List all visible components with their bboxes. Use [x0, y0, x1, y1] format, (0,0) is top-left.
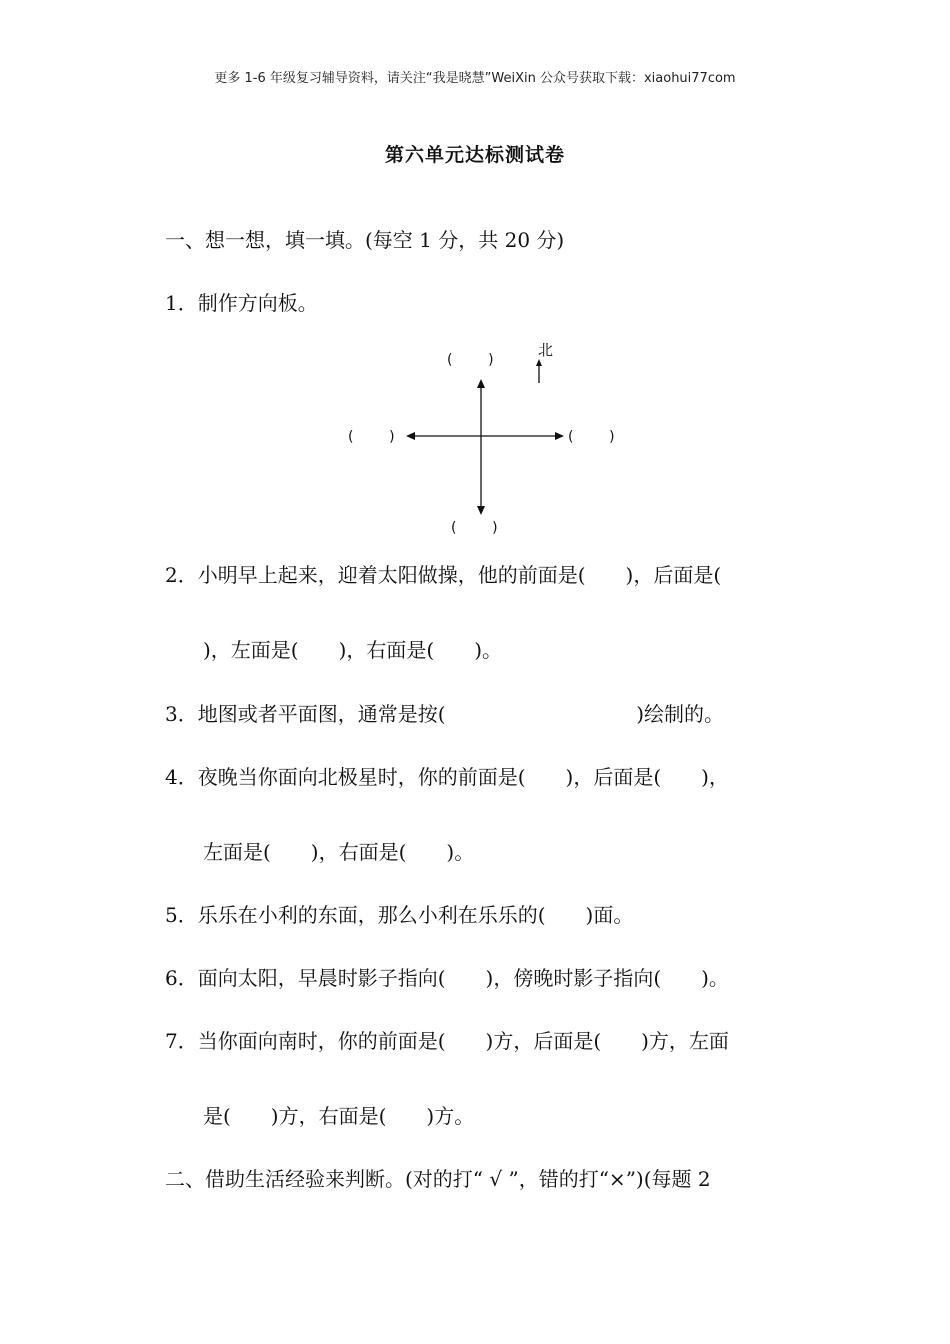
section1-heading: 一、想一想，填一填。(每空 1 分，共 20 分) [165, 228, 565, 252]
left-arrowhead [406, 432, 415, 440]
section2-heading: 二、借助生活经验来判断。(对的打“ √ ”，错的打“×”)(每题 2 [165, 1167, 711, 1191]
header-note: 更多 1-6 年级复习辅导资料，请关注“我是晓慧”WeiXin 公众号获取下载：xiaohui77com [214, 71, 736, 86]
question-7-line-2: 是( )方，右面是( )方。 [203, 1104, 475, 1128]
right-arrowhead [555, 432, 564, 440]
question-7-line-1: 7．当你面向南时，你的前面是( )方，后面是( )方，左面 [165, 1029, 729, 1053]
question-4-line-2: 左面是( )，右面是( )。 [203, 840, 475, 864]
question-2-line-1: 2．小明早上起来，迎着太阳做操，他的前面是( )，后面是( [165, 563, 722, 587]
question-6: 6．面向太阳，早晨时影子指向( )，傍晚时影子指向( )。 [165, 966, 729, 990]
compass-bottom-blank: ( ) [451, 520, 498, 536]
question-3: 3．地图或者平面图，通常是按( )绘制的。 [165, 702, 725, 726]
compass-left-blank: ( ) [348, 429, 395, 445]
compass-right-blank: ( ) [568, 429, 615, 445]
compass-diagram [340, 335, 640, 545]
north-indicator-arrowhead [536, 359, 542, 366]
question-2-line-2: )，左面是( )，右面是( )。 [203, 638, 503, 662]
question-1: 1．制作方向板。 [165, 291, 318, 315]
page-title: 第六单元达标测试卷 [384, 144, 565, 166]
question-4-line-1: 4．夜晚当你面向北极星时，你的前面是( )，后面是( )， [165, 765, 729, 789]
question-5: 5．乐乐在小利的东面，那么小利在乐乐的( )面。 [165, 903, 634, 927]
up-arrowhead [477, 379, 485, 388]
compass-top-blank: ( ) [447, 352, 494, 368]
north-label: 北 [538, 341, 554, 359]
down-arrowhead [477, 506, 485, 515]
